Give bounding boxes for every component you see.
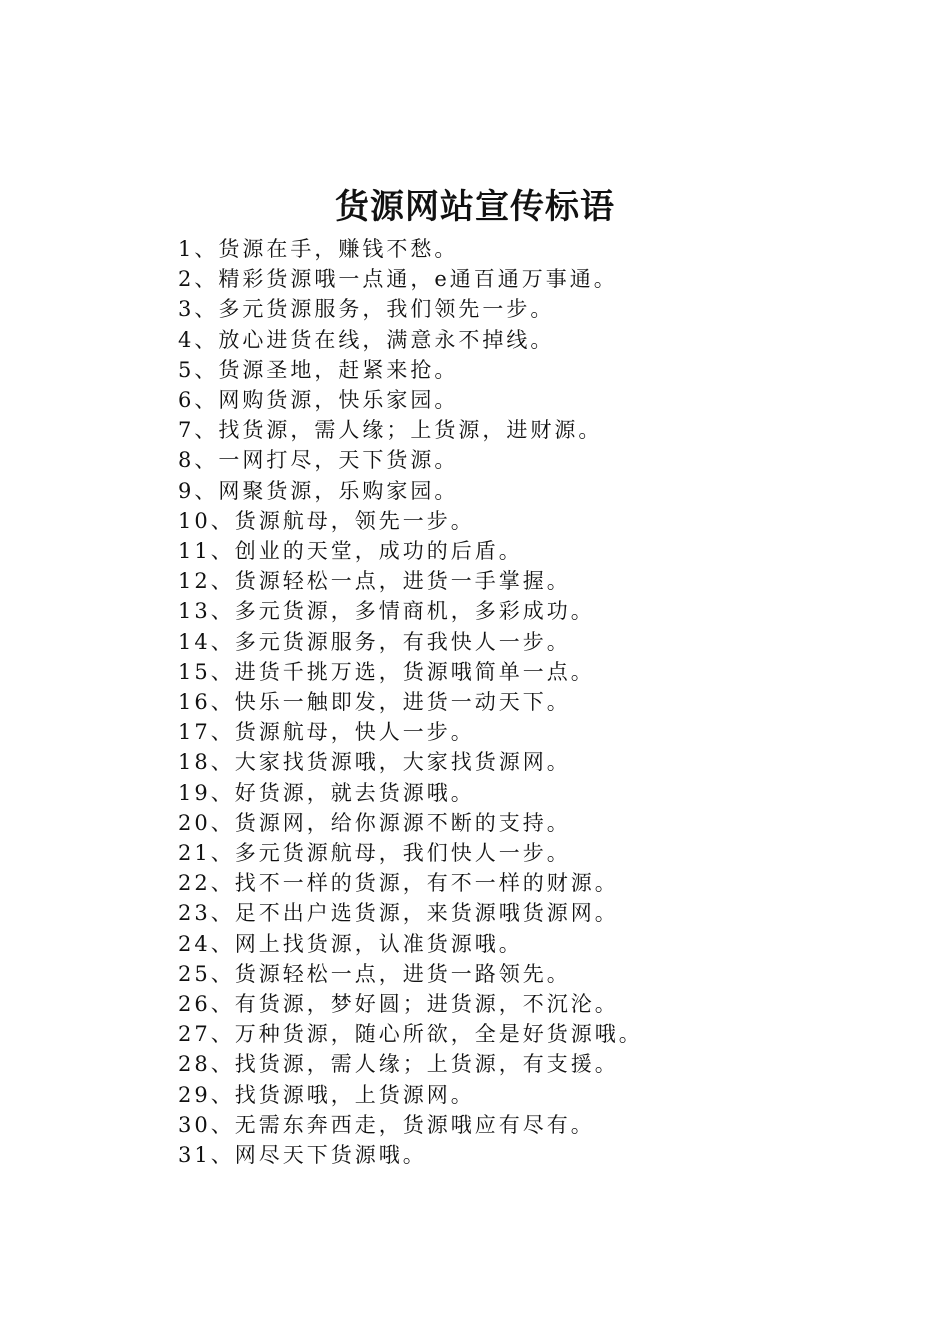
list-item: 14、多元货源服务，有我快人一步。: [178, 629, 571, 654]
list-item: 8、一网打尽，天下货源。: [178, 448, 459, 473]
list-item: 16、快乐一触即发，进货一动天下。: [178, 690, 571, 715]
list-item: 7、找货源，需人缘；上货源，进财源。: [178, 418, 603, 443]
list-item: 6、网购货源，快乐家园。: [178, 388, 459, 413]
list-item: 24、网上找货源，认准货源哦。: [178, 931, 523, 956]
list-item: 21、多元货源航母，我们快人一步。: [178, 841, 571, 866]
list-item: 9、网聚货源，乐购家园。: [178, 478, 459, 503]
list-item: 23、足不出户选货源，来货源哦货源网。: [178, 901, 619, 926]
list-item: 20、货源网，给你源源不断的支持。: [178, 810, 571, 835]
list-item: 5、货源圣地，赶紧来抢。: [178, 357, 459, 382]
list-item: 26、有货源，梦好圆；进货源，不沉沦。: [178, 992, 619, 1017]
list-item: 25、货源轻松一点，进货一路领先。: [178, 961, 571, 986]
list-item: 1、货源在手，赚钱不愁。: [178, 237, 459, 261]
list-item: 11、创业的天堂，成功的后盾。: [178, 539, 523, 564]
list-item: 27、万种货源，随心所欲，全是好货源哦。: [178, 1022, 643, 1047]
list-item: 30、无需东奔西走，货源哦应有尽有。: [178, 1112, 595, 1137]
list-item: 4、放心进货在线，满意永不掉线。: [178, 327, 555, 352]
list-item: 28、找货源，需人缘；上货源，有支援。: [178, 1052, 619, 1077]
list-item: 15、进货千挑万选，货源哦简单一点。: [178, 659, 595, 684]
document-title: 货源网站宣传标语: [335, 187, 615, 227]
list-item: 13、多元货源，多情商机，多彩成功。: [178, 599, 595, 624]
list-item: 22、找不一样的货源，有不一样的财源。: [178, 871, 619, 896]
list-item: 2、精彩货源哦一点通，e通百通万事通。: [178, 267, 618, 292]
slogan-list: [178, 234, 878, 1170]
list-item: 10、货源航母，领先一步。: [178, 508, 475, 533]
list-item: 12、货源轻松一点，进货一手掌握。: [178, 569, 571, 594]
list-item: 3、多元货源服务，我们领先一步。: [178, 297, 555, 322]
list-item: 31、网尽天下货源哦。: [178, 1143, 427, 1168]
list-item: 17、货源航母，快人一步。: [178, 720, 475, 745]
list-item: 29、找货源哦，上货源网。: [178, 1082, 475, 1107]
list-item: 18、大家找货源哦，大家找货源网。: [178, 750, 571, 775]
list-item: 19、好货源，就去货源哦。: [178, 780, 475, 805]
